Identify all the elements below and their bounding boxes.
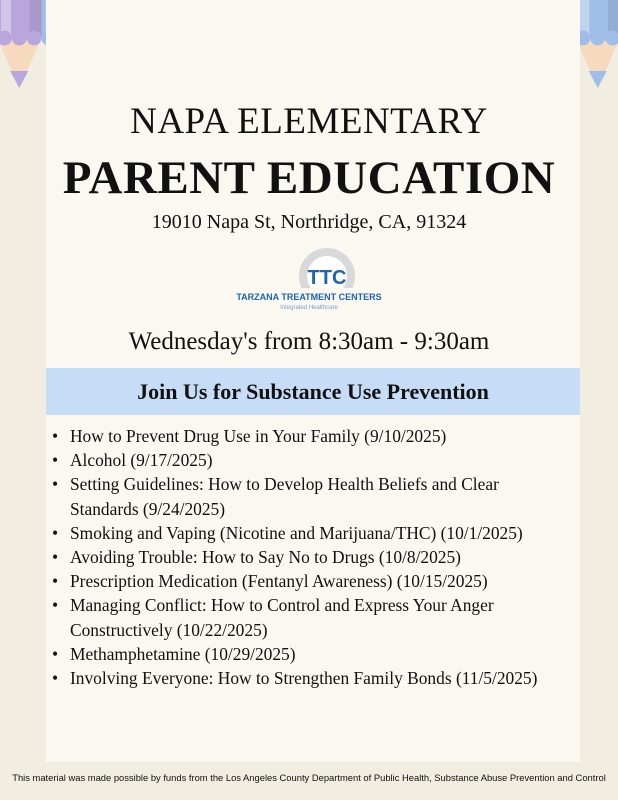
list-item: • Setting Guidelines: How to Develop Health Beliefs and Clear Standards (9/24/2025) [52,472,568,520]
list-item: • How to Prevent Drug Use in Your Family (9/10/2025) [52,424,568,448]
list-item: • Alcohol (9/17/2025) [52,448,568,472]
logo-mark: TTC [307,267,347,289]
pencil-icon [576,0,618,88]
list-item: • Managing Conflict: How to Control and Express Your Anger Constructively (10/22/2025) [52,593,568,641]
logo-tagline: Integrated Healthcare [280,305,338,311]
meeting-schedule: Wednesday's from 8:30am - 9:30am [128,328,490,355]
list-item: • Prescription Medication (Fentanyl Awareness) (10/15/2025) [52,569,568,593]
pencil-icon [0,0,42,88]
topic-banner: Join Us for Substance Use Prevention [46,368,580,415]
list-item: • Involving Everyone: How to Strengthen Family Bonds (11/5/2025) [52,666,568,690]
logo-name: TARZANA TREATMENT CENTERS [236,292,382,302]
topic-list [52,424,568,690]
funding-disclaimer: This material was made possible by funds from the Los Angeles County Department of Public Health, Substance Abuse Prevention and Control [12,772,606,783]
school-address: 19010 Napa St, Northridge, CA, 91324 [151,211,467,233]
program-title: PARENT EDUCATION [62,152,556,204]
list-item: • Methamphetamine (10/29/2025) [52,642,568,666]
list-item: • Avoiding Trouble: How to Say No to Drugs (10/8/2025) [52,545,568,569]
school-name: NAPA ELEMENTARY [130,101,488,142]
list-item: • Smoking and Vaping (Nicotine and Marijuana/THC) (10/1/2025) [52,521,568,545]
